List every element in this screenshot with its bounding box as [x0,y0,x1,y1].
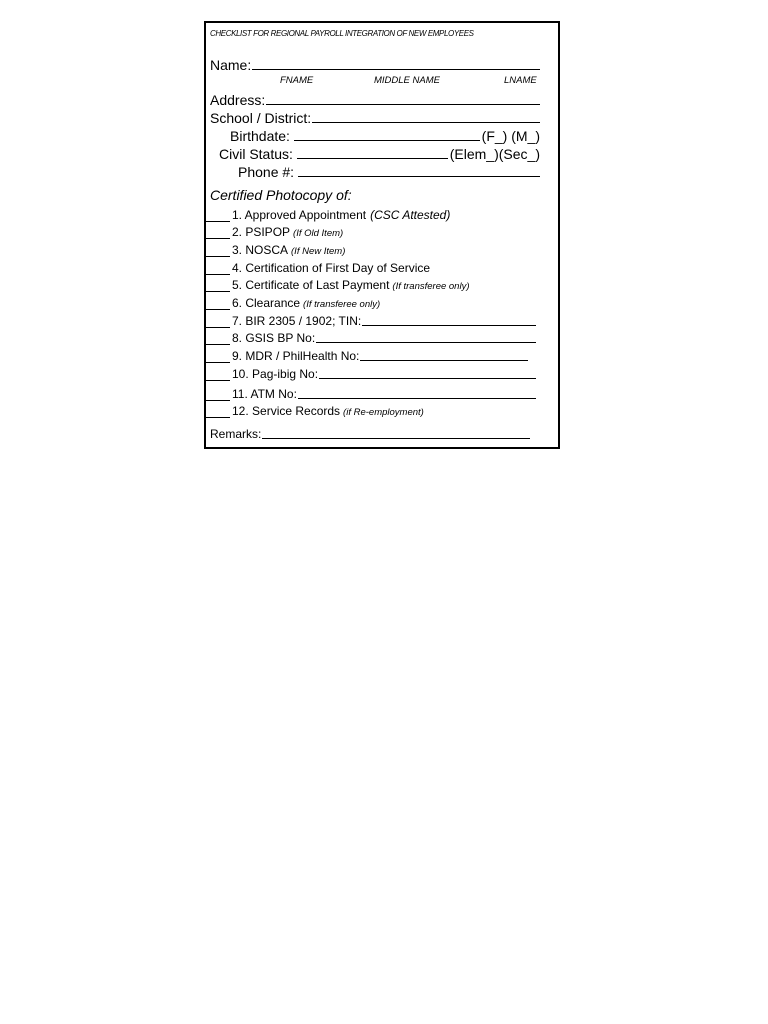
item-note: (If transferee only) [392,281,470,292]
address-row [210,92,540,108]
item-note: (If transferee only) [303,299,381,310]
civil-status-field[interactable] [297,157,448,159]
birthdate-field[interactable] [294,139,480,141]
item-label: 11. ATM No: [232,387,297,401]
item-note: (If Old Item) [293,228,344,239]
birthdate-label: Birthdate: [230,128,290,144]
phone-label: Phone #: [238,164,295,180]
item-label: 12. Service Records [232,404,341,418]
item-label: 7. BIR 2305 / 1902; TIN: [232,314,362,328]
sex-options[interactable]: (F_) (M_) [481,128,540,144]
remarks-label: Remarks: [210,427,262,441]
lname-sublabel: LNAME [504,75,537,86]
address-field[interactable] [266,103,540,105]
item-note: (if Re-employment) [343,407,424,418]
checklist-item [206,240,536,257]
section-title: Certified Photocopy of: [210,187,352,203]
item-label: 9. MDR / PhilHealth No: [232,349,360,363]
item-label: 10. Pag-ibig No: [232,367,319,381]
item-label: 3. NOSCA [232,243,289,257]
name-field[interactable] [252,68,540,70]
item-label: 5. Certificate of Last Payment [232,278,390,292]
check-blank[interactable] [206,237,230,239]
atm-field[interactable] [298,397,536,399]
check-blank[interactable] [206,379,230,381]
school-district-label: School / District: [210,110,312,126]
check-blank[interactable] [206,308,230,310]
form-title: CHECKLIST FOR REGIONAL PAYROLL INTEGRATION OF NEW EMPLOYEES [210,29,474,38]
item-label: 4. Certification of First Day of Service [232,261,431,275]
checklist-item [206,364,536,381]
check-blank[interactable] [206,416,230,418]
item-note: (If New Item) [291,246,346,257]
check-blank[interactable] [206,361,230,363]
item-label: 6. Clearance [232,296,301,310]
item-label: 8. GSIS BP No: [232,331,316,345]
checklist-item [206,275,536,292]
checklist-form [204,21,560,449]
check-blank[interactable] [206,343,230,345]
checklist-item [206,311,536,328]
phone-field[interactable] [298,175,540,177]
checklist-item [206,328,536,345]
checklist-item [206,346,528,363]
item-label: 2. PSIPOP [232,225,291,239]
address-label: Address: [210,92,266,108]
remarks-field[interactable] [262,437,530,439]
checklist-item [206,205,536,222]
phone-row [238,164,540,180]
checklist-item [206,401,536,418]
checklist-item [206,293,536,310]
check-blank[interactable] [206,290,230,292]
civil-status-row [219,146,540,162]
pagibig-field[interactable] [319,377,536,379]
school-row [210,110,540,126]
civil-status-label: Civil Status: [219,146,293,162]
birthdate-row [230,128,540,144]
middle-name-sublabel: MIDDLE NAME [374,75,440,86]
item-label: 1. Approved Appointment [232,208,367,222]
school-district-field[interactable] [312,121,540,123]
remarks-row [210,427,530,441]
checklist-item [206,384,536,401]
level-options[interactable]: (Elem_)(Sec_) [449,146,540,162]
fname-sublabel: FNAME [280,75,314,86]
name-row [210,57,540,73]
checklist-item [206,258,536,275]
item-note: (CSC Attested) [370,208,451,222]
name-label: Name: [210,57,252,73]
gsis-field[interactable] [316,341,536,343]
philhealth-field[interactable] [360,359,528,361]
tin-field[interactable] [362,324,536,326]
checklist-item [206,222,536,239]
check-blank[interactable] [206,255,230,257]
